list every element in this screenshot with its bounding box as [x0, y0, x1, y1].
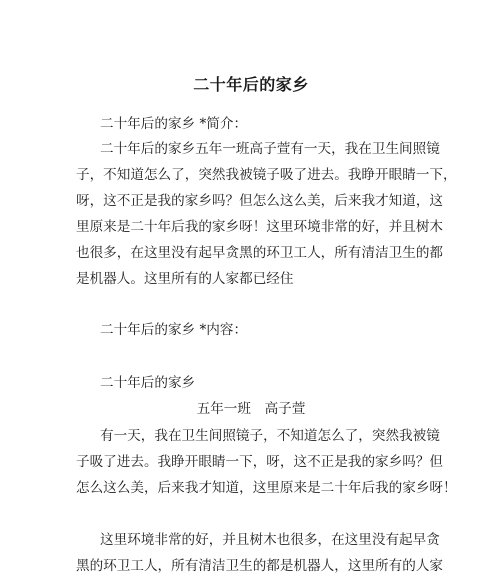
paragraph-line: 怎么这么美，后来我才知道，这里原来是二十年后我的家乡呀！: [76, 480, 457, 496]
intro-line: 呀，这不正是我的家乡吗？但怎么这么美，后来我才知道，这: [76, 193, 444, 209]
intro-line: 二十年后的家乡五年一班高子萱有一天，我在卫生间照镜: [100, 141, 440, 157]
paragraph-line: 这里环境非常的好，并且树木也很多，在这里没有起早贪: [100, 532, 440, 548]
intro-line: 是机器人。这里所有的人家都已经住: [76, 271, 294, 287]
paragraph-line: 黑的环卫工人，所有清洁卫生的都是机器人，这里所有的人家: [76, 558, 444, 574]
intro-line: 里原来是二十年后我的家乡呀！这里环境非常的好，并且树木: [76, 219, 444, 235]
document-title: 二十年后的家乡: [193, 75, 309, 94]
intro-line: 也很多，在这里没有起早贪黑的环卫工人，所有清洁卫生的都: [76, 245, 444, 261]
paragraph-line: 子吸了进去。我睁开眼睛一下，呀，这不正是我的家乡吗？但: [76, 454, 444, 470]
intro-heading: 二十年后的家乡 *简介：: [100, 116, 248, 132]
paragraph-line: 有一天，我在卫生间照镜子，不知道怎么了，突然我被镜: [100, 428, 440, 444]
essay-title: 二十年后的家乡: [100, 375, 196, 391]
byline: 五年一班 高子萱: [196, 401, 306, 417]
intro-line: 子，不知道怎么了，突然我被镜子吸了进去。我睁开眼睛一下，: [76, 167, 457, 183]
content-heading: 二十年后的家乡 *内容：: [100, 322, 248, 338]
